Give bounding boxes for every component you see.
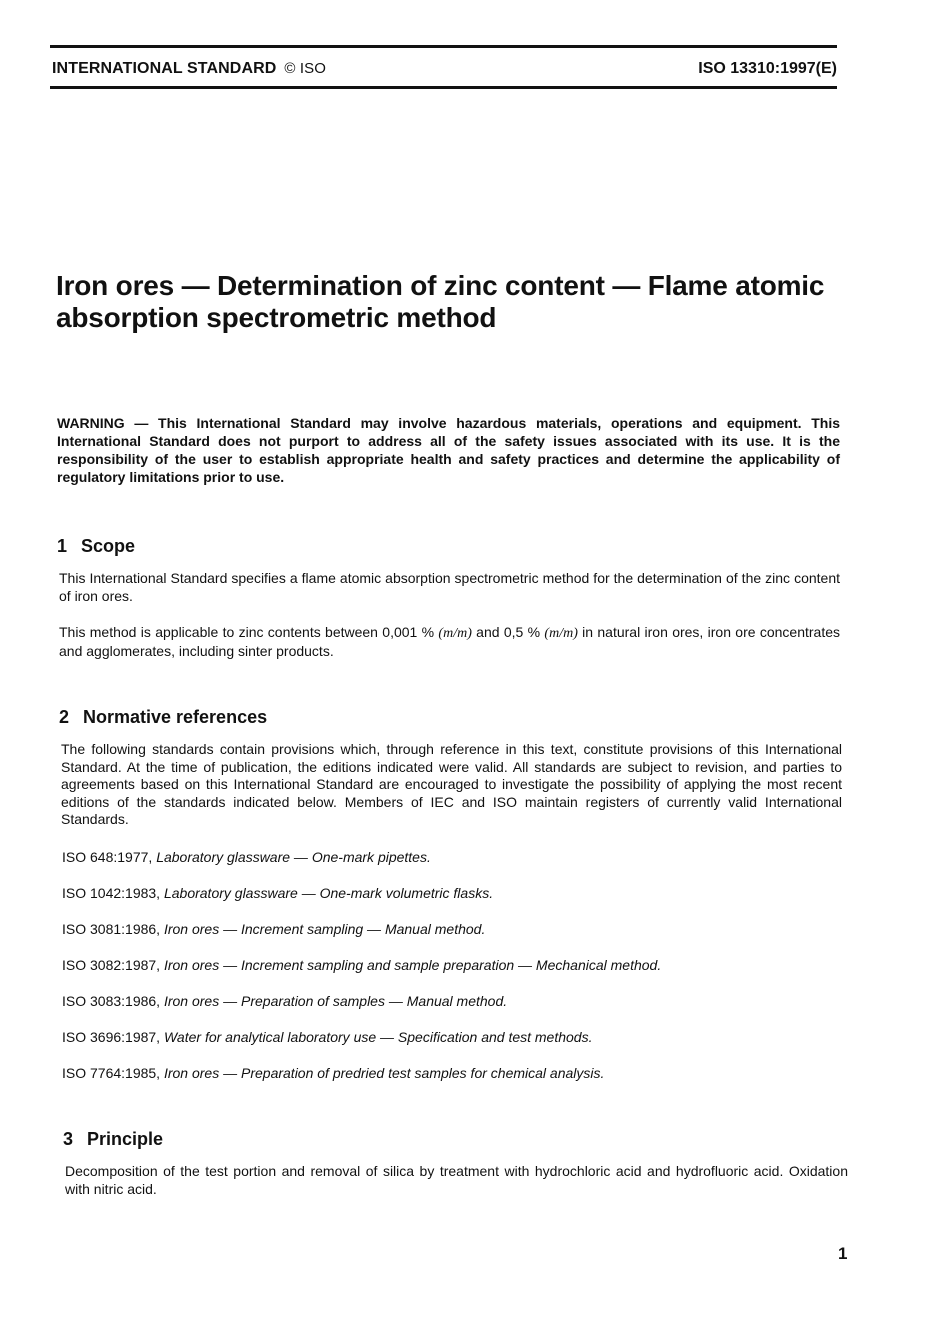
header-copyright: © ISO bbox=[284, 60, 326, 77]
unit-mass-fraction: (m/m) bbox=[544, 626, 578, 641]
reference-code: ISO 7764:1985, bbox=[62, 1065, 164, 1081]
reference-item bbox=[62, 1028, 592, 1046]
running-header-left bbox=[52, 60, 326, 78]
section-number: 1 bbox=[57, 536, 68, 556]
reference-code: ISO 648:1977, bbox=[62, 849, 157, 865]
principle-paragraph: Decomposition of the test portion and removal of silica by treatment with hydrochloric acid and hydrofluoric acid. Oxidation with nitric acid. bbox=[65, 1163, 848, 1197]
reference-title: Iron ores — Preparation of samples — Manual method. bbox=[163, 993, 508, 1009]
header-standard-label: INTERNATIONAL STANDARD bbox=[52, 60, 277, 77]
section-title: Normative references bbox=[83, 707, 268, 727]
reference-item bbox=[62, 920, 485, 938]
normative-intro: The following standards contain provisions which, through reference in this text, constitute provisions of this International Standard. At the time of publication, the editions indicated were valid. All standards are subject to revision, and parties to agreements based on this International Standard are encouraged to investigate the possibility of applying the most recent editions of the standards indicated below. Members of IEC and ISO maintain registers of currently valid International Standards. bbox=[61, 741, 842, 827]
header-standard-number: ISO 13310:1997(E) bbox=[698, 60, 837, 77]
reference-title: Iron ores — Increment sampling and sample preparation — Mechanical method. bbox=[163, 957, 662, 973]
header-rule-bottom bbox=[50, 86, 837, 89]
reference-code: ISO 3083:1986, bbox=[62, 993, 164, 1009]
section-number: 2 bbox=[59, 707, 70, 727]
scope-paragraph-2 bbox=[59, 624, 840, 660]
scope-text: and 0,5 % bbox=[471, 624, 545, 640]
reference-item bbox=[62, 992, 507, 1010]
reference-item bbox=[62, 848, 431, 866]
reference-item bbox=[62, 884, 493, 902]
reference-code: ISO 3696:1987, bbox=[62, 1029, 164, 1045]
section-heading-scope bbox=[57, 536, 135, 557]
section-title: Scope bbox=[81, 536, 136, 556]
reference-title: Water for analytical laboratory use — Specification and test methods. bbox=[163, 1029, 593, 1045]
reference-title: Iron ores — Preparation of predried test samples for chemical analysis. bbox=[163, 1065, 605, 1081]
reference-code: ISO 1042:1983, bbox=[62, 885, 164, 901]
section-heading-principle bbox=[63, 1129, 163, 1150]
reference-item bbox=[62, 956, 661, 974]
reference-title: Laboratory glassware — One-mark pipettes. bbox=[156, 849, 431, 865]
page-number: 1 bbox=[838, 1244, 848, 1263]
scope-text: in natural iron ores, iron ore concentrates and agglomerates, including sinter products. bbox=[59, 624, 841, 659]
unit-mass-fraction: (m/m) bbox=[438, 626, 472, 641]
reference-title: Iron ores — Increment sampling — Manual method. bbox=[163, 921, 486, 937]
reference-item bbox=[62, 1064, 604, 1082]
section-number: 3 bbox=[63, 1129, 74, 1149]
section-heading-normative-references bbox=[59, 707, 267, 728]
scope-text: This method is applicable to zinc contents between 0,001 % bbox=[59, 624, 439, 640]
reference-code: ISO 3082:1987, bbox=[62, 957, 164, 973]
reference-title: Laboratory glassware — One-mark volumetric flasks. bbox=[163, 885, 494, 901]
section-title: Principle bbox=[87, 1129, 164, 1149]
reference-code: ISO 3081:1986, bbox=[62, 921, 164, 937]
document-title: Iron ores — Determination of zinc content — Flame atomic absorption spectrometric method bbox=[56, 270, 825, 333]
header-rule-top bbox=[50, 45, 837, 48]
scope-paragraph-1: This International Standard specifies a flame atomic absorption spectrometric method for the determination of the zinc content of iron ores. bbox=[59, 570, 840, 604]
warning-notice: WARNING — This International Standard may involve hazardous materials, operations and equipment. This International Standard does not purport to address all of the safety issues associated with its use. It is the responsibility of the user to establish appropriate health and safety practices and determine the applicability of regulatory limitations prior to use. bbox=[57, 415, 840, 485]
